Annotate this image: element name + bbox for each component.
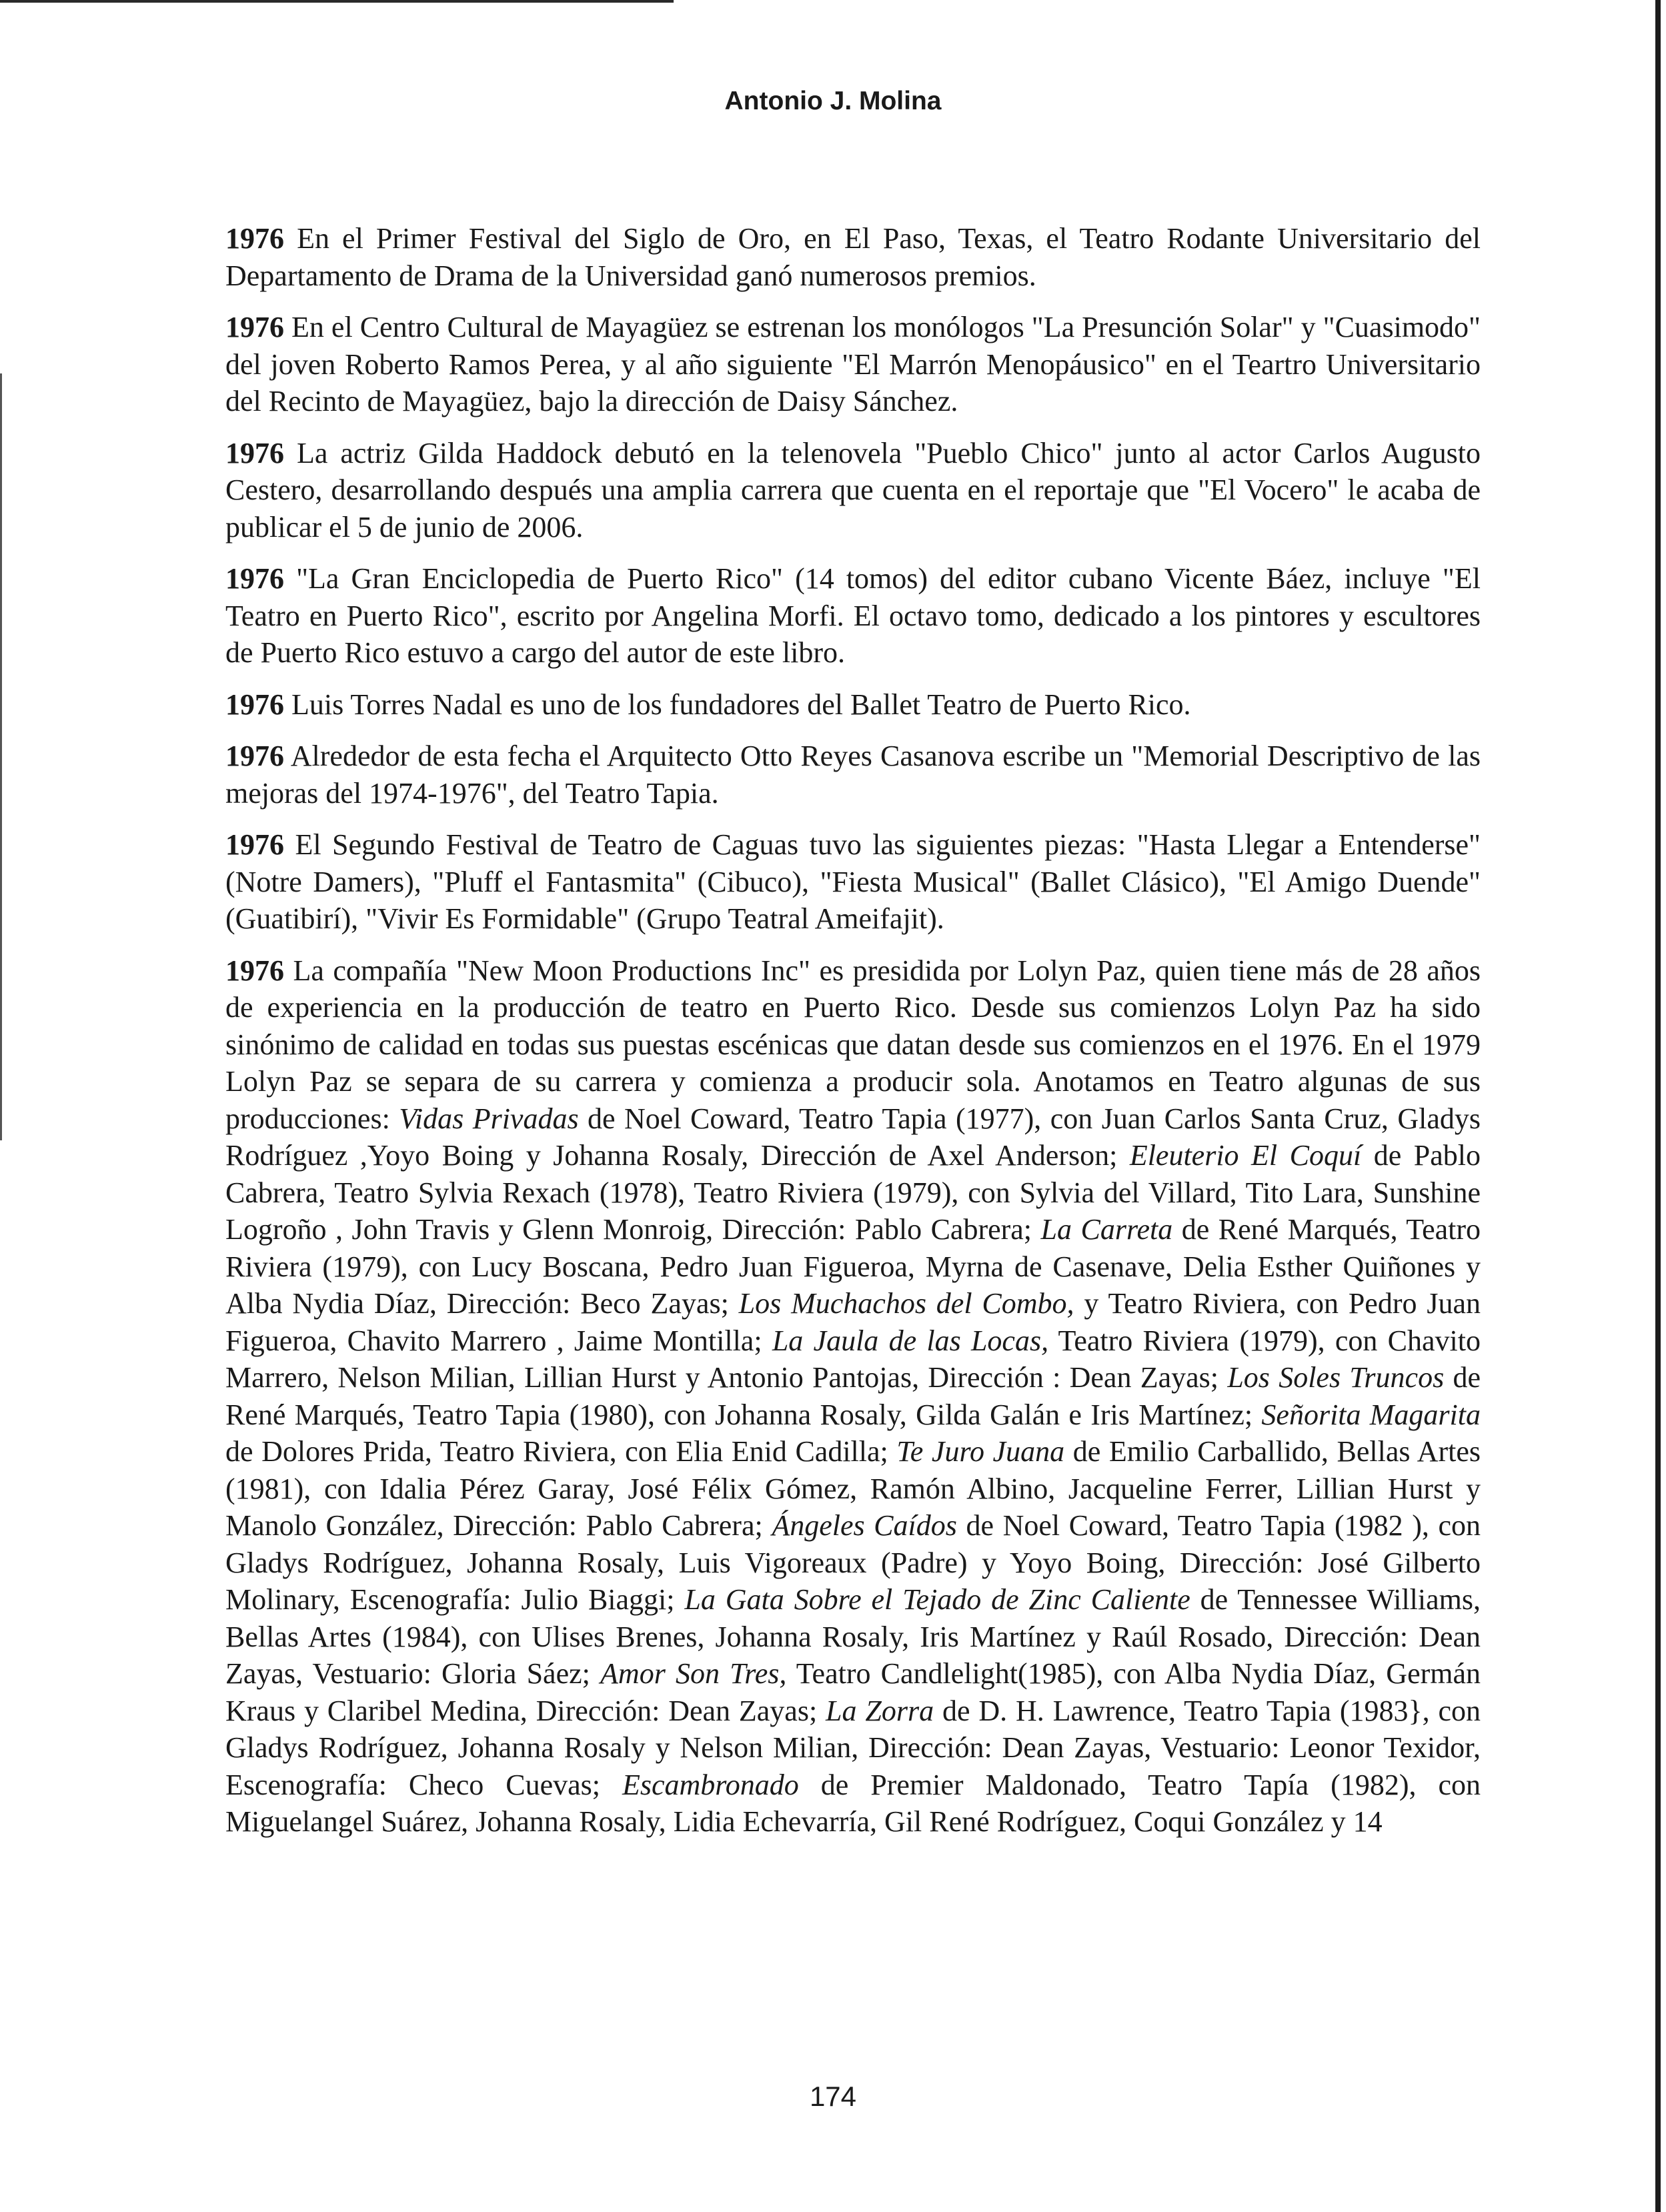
- running-header: Antonio J. Molina: [724, 87, 942, 115]
- entry-text: "La Gran Enciclopedia de Puerto Rico" (14 tomos) del editor cubano Vicente Báez, incluye "El Teatro en Puerto Rico", escrito por Angelina Morfi. El octavo tomo, dedicado a los pintores y escultores de Puerto Rico estuvo a cargo del autor de este libro.: [225, 562, 1481, 669]
- entry-text: Teatro Riviera (1979), con Chavito Marrero, Nelson Milian, Lillian Hurst y Antonio Pantojas, Dirección : Dean Zayas;: [225, 1324, 1481, 1394]
- work-title: Los Soles Truncos: [1227, 1361, 1445, 1394]
- entry-text: En el Primer Festival del Siglo de Oro, en El Paso, Texas, el Teatro Rodante Universitario del Departamento de Drama de la Universidad ganó numerosos premios.: [225, 222, 1481, 292]
- entry: [225, 560, 1481, 672]
- entry-text: de Noel Coward, Teatro Tapia (1977), con Juan Carlos Santa Cruz, Gladys Rodríguez ,Yoyo Boing y Johanna Rosaly, Dirección de Axel Anderson;: [225, 1102, 1481, 1172]
- entry-text: El Segundo Festival de Teatro de Caguas tuvo las siguientes piezas: "Hasta Llegar a Entenderse" (Notre Damers), "Pluff el Fantasmita" (Cibuco), "Fiesta Musical" (Ballet Clásico), "El Amigo Duende" (Guatibirí), "Vivir Es Formidable" (Grupo Teatral Ameifajit).: [225, 828, 1481, 935]
- entry-text: de Noel Coward, Teatro Tapia (1982 ), con Gladys Rodríguez, Johanna Rosaly, Luis Vigoreaux (Padre) y Yoyo Boing, Dirección: José Gilberto Molinary, Escenografía: Julio Biaggi;: [225, 1509, 1481, 1616]
- entry-text: de René Marqués, Teatro Riviera (1979), con Lucy Boscana, Pedro Juan Figueroa, Myrna de Casenave, Delia Esther Quiñones y Alba Nydia Díaz, Dirección: Beco Zayas;: [225, 1213, 1481, 1320]
- entry-text: y Teatro Riviera, con Pedro Juan Figueroa, Chavito Marrero , Jaime Montilla;: [225, 1287, 1481, 1357]
- work-title: La Carreta: [1040, 1213, 1173, 1246]
- entry-text: Luis Torres Nadal es uno de los fundadores del Ballet Teatro de Puerto Rico.: [284, 688, 1191, 721]
- entry-year: 1976: [225, 562, 284, 595]
- entry-text: La actriz Gilda Haddock debutó en la telenovela "Pueblo Chico" junto al actor Carlos Augusto Cestero, desarrollando después una amplia carrera que cuenta en el reportaje que "El Vocero" le acaba de publicar el 5 de junio de 2006.: [225, 436, 1481, 543]
- entry-year: 1976: [225, 222, 284, 255]
- entry-text: de René Marqués, Teatro Tapia (1980), con Johanna Rosaly, Gilda Galán e Iris Martínez;: [225, 1361, 1481, 1431]
- entry: [225, 309, 1481, 420]
- work-title: Te Juro Juana: [896, 1435, 1065, 1468]
- entry-year: 1976: [225, 954, 284, 987]
- entry: [225, 738, 1481, 812]
- entry-text: de Tennessee Williams, Bellas Artes (1984), con Ulises Brenes, Johanna Rosaly, Iris Martínez y Raúl Rosado, Dirección: Dean Zayas, Vestuario: Gloria Sáez;: [225, 1583, 1481, 1690]
- entry: [225, 826, 1481, 938]
- work-title: La Gata Sobre el Tejado de Zinc Caliente: [684, 1583, 1190, 1616]
- work-title: Los Muchachos del Combo,: [738, 1287, 1074, 1320]
- entry: [225, 952, 1481, 1841]
- page-number: 174: [809, 2081, 857, 2112]
- entry-text: de Premier Maldonado, Teatro Tapía (1982), con Miguelangel Suárez, Johanna Rosaly, Lidia Echevarría, Gil René Rodríguez, Coqui González y 14: [225, 1768, 1481, 1838]
- scan-edge-top: [0, 0, 674, 3]
- entry-year: 1976: [225, 436, 284, 469]
- work-title: La Zorra: [826, 1694, 934, 1727]
- entry-text: La compañía "New Moon Productions Inc" es presidida por Lolyn Paz, quien tiene más de 28 años de experiencia en la producción de teatro en Puerto Rico. Desde sus comienzos Lolyn Paz ha sido sinónimo de calidad en todas sus puestas escénicas que datan desde sus comienzos en el 1976. En el 1979 Lolyn Paz se separa de su carrera y comienza a producir sola. Anotamos en Teatro algunas de sus producciones:: [225, 954, 1481, 1135]
- work-title: Escambronado: [622, 1768, 799, 1801]
- entry-text: Alrededor de esta fecha el Arquitecto Otto Reyes Casanova escribe un "Memorial Descriptivo de las mejoras del 1974-1976", del Teatro Tapia.: [225, 740, 1481, 810]
- entry-text: de Pablo Cabrera, Teatro Sylvia Rexach (1978), Teatro Riviera (1979), con Sylvia del Villard, Tito Lara, Sunshine Logroño , John Travis y Glenn Monroig, Dirección: Pablo Cabrera;: [225, 1139, 1481, 1246]
- entry-text: En el Centro Cultural de Mayagüez se estrenan los monólogos "La Presunción Solar" y "Cuasimodo" del joven Roberto Ramos Perea, y al año siguiente "El Marrón Menopáusico" en el Teartro Universitario del Recinto de Mayagüez, bajo la dirección de Daisy Sánchez.: [225, 311, 1481, 417]
- work-title: Eleuterio El Coquí: [1129, 1139, 1362, 1172]
- entry: [225, 220, 1481, 294]
- entry-text: de Emilio Carballido, Bellas Artes (1981), con Idalia Pérez Garay, José Félix Gómez, Ramón Albino, Jacqueline Ferrer, Lillian Hurst y Manolo González, Dirección: Pablo Cabrera;: [225, 1435, 1481, 1542]
- entry-year: 1976: [225, 740, 284, 772]
- entry: [225, 435, 1481, 546]
- entry: [225, 686, 1481, 724]
- scan-edge-right: [1655, 0, 1661, 2212]
- work-title: Vidas Privadas: [399, 1102, 579, 1135]
- work-title: La Jaula de las Locas,: [772, 1324, 1049, 1357]
- entry-year: 1976: [225, 311, 284, 343]
- entry-year: 1976: [225, 828, 284, 861]
- entry-year: 1976: [225, 688, 284, 721]
- work-title: Amor Son Tres,: [600, 1657, 787, 1690]
- work-title: Señorita Magarita: [1261, 1398, 1481, 1431]
- entry-text: de Dolores Prida, Teatro Riviera, con Elia Enid Cadilla;: [225, 1435, 897, 1468]
- chronology-body: [225, 220, 1481, 1855]
- scan-edge-left: [0, 373, 2, 1140]
- entry-text: Teatro Candlelight(1985), con Alba Nydia Díaz, Germán Kraus y Claribel Medina, Dirección: Dean Zayas;: [225, 1657, 1481, 1727]
- entry-text: de D. H. Lawrence, Teatro Tapia (1983}, con Gladys Rodríguez, Johanna Rosaly y Nelson Milian, Dirección: Dean Zayas, Vestuario: Leonor Texidor, Escenografía: Checo Cuevas;: [225, 1694, 1481, 1801]
- work-title: Ángeles Caídos: [772, 1509, 957, 1542]
